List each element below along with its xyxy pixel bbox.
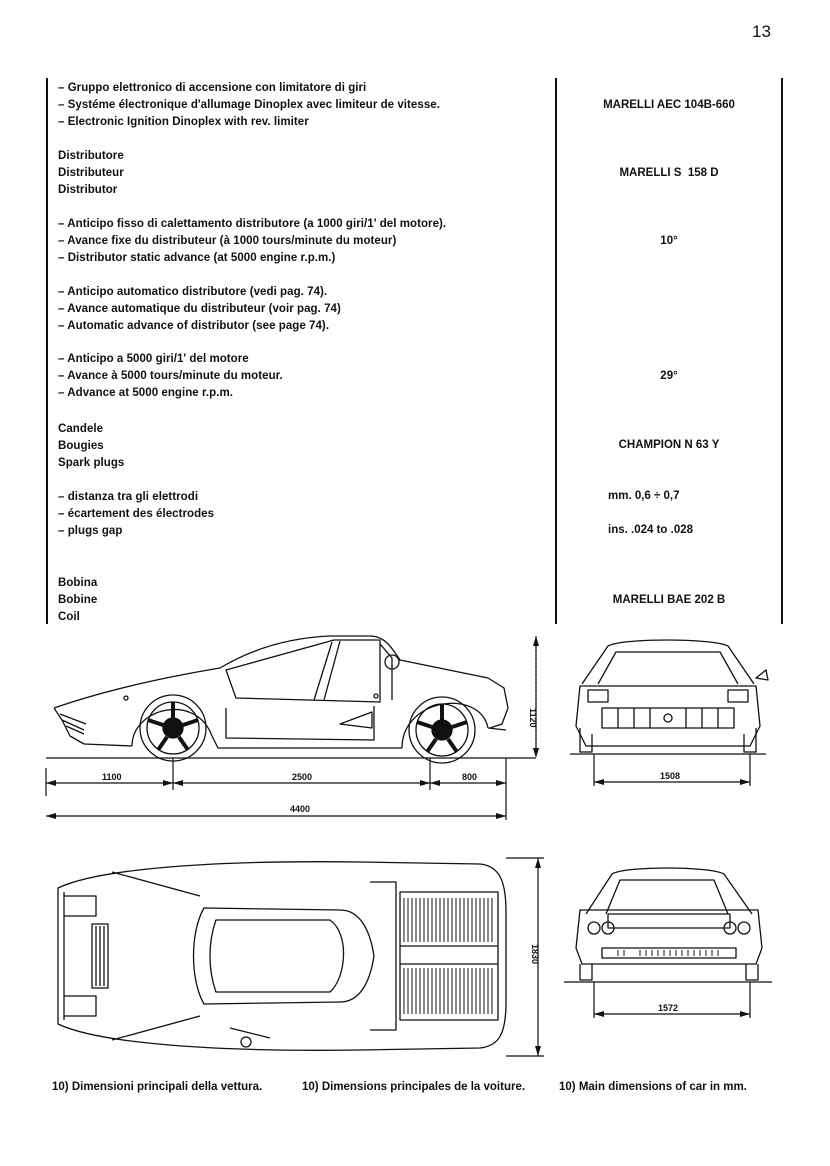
spec-left-rule (46, 78, 48, 624)
spec-line: Candele (58, 423, 104, 435)
spec-value: ins. .024 to .028 (608, 524, 694, 536)
spec-line: – Systéme électronique d'allumage Dinoplex avec limiteur de vitesse. (58, 99, 440, 111)
spec-line: – Electronic Ignition Dinoplex with rev. limiter (58, 116, 309, 128)
spec-line: – Anticipo fisso di calettamento distributore (a 1000 giri/1' del motore). (58, 218, 447, 230)
top-view-drawing (40, 852, 560, 1064)
spec-value: 29° (660, 370, 678, 382)
dim-front-track: 1508 (660, 771, 681, 781)
spec-line: Coil (58, 611, 80, 623)
spec-line: – plugs gap (58, 525, 123, 537)
spec-line: – Distributor static advance (at 5000 engine r.p.m.) (58, 252, 336, 264)
spec-line: – Anticipo a 5000 giri/1' del motore (58, 353, 249, 365)
spec-line: Distributore (58, 150, 124, 162)
spec-line: – écartement des électrodes (58, 508, 215, 520)
caption-french: 10) Dimensions principales de la voiture. (302, 1081, 526, 1093)
tail-light (588, 922, 600, 934)
dim-wheelbase: 2500 (292, 772, 313, 782)
caption-english: 10) Main dimensions of car in mm. (559, 1081, 747, 1093)
spec-value: CHAMPION N 63 Y (618, 439, 720, 451)
dim-rear-track: 1572 (658, 1003, 679, 1013)
rear-view-drawing (562, 852, 782, 1028)
spec-line: Spark plugs (58, 457, 125, 469)
spec-line: – Advance at 5000 engine r.p.m. (58, 387, 233, 399)
spec-line: – Avance fixe du distributeur (à 1000 tours/minute du moteur) (58, 235, 397, 247)
dim-rear-overhang: 800 (462, 772, 478, 782)
spec-line: Bougies (58, 440, 104, 452)
spec-mid-rule (555, 78, 557, 624)
spec-line: Bobina (58, 577, 98, 589)
page-number: 13 (752, 22, 771, 41)
spec-value: 10° (660, 235, 678, 247)
spec-line: – Avance automatique du distributeur (voir pag. 74) (58, 303, 341, 315)
spec-value: mm. 0,6 ÷ 0,7 (608, 490, 680, 502)
spec-value: MARELLI BAE 202 B (612, 594, 726, 606)
spec-line: Distributor (58, 184, 118, 196)
spec-line: – Automatic advance of distributor (see page 74). (58, 320, 330, 332)
spec-line: – Gruppo elettronico di accensione con limitatore di giri (58, 82, 367, 94)
side-view-drawing (40, 628, 560, 828)
spec-line: – Avance à 5000 tours/minute du moteur. (58, 370, 283, 382)
spec-line: – distanza tra gli elettrodi (58, 491, 199, 503)
spec-line: Bobine (58, 594, 98, 606)
spec-line: – Anticipo automatico distributore (vedi pag. 74). (58, 286, 328, 298)
dim-front-overhang: 1100 (102, 772, 122, 782)
front-view-drawing (562, 628, 782, 798)
dim-width: 1830 (530, 944, 540, 965)
dim-height: 1120 (528, 708, 538, 728)
spec-value: MARELLI AEC 104B-660 (603, 99, 735, 111)
spec-right-rule (781, 78, 783, 624)
caption-italian: 10) Dimensioni principali della vettura. (52, 1081, 263, 1093)
spec-line: Distributeur (58, 167, 124, 179)
dim-length: 4400 (290, 804, 311, 814)
spec-value: MARELLI S 158 D (619, 167, 719, 179)
